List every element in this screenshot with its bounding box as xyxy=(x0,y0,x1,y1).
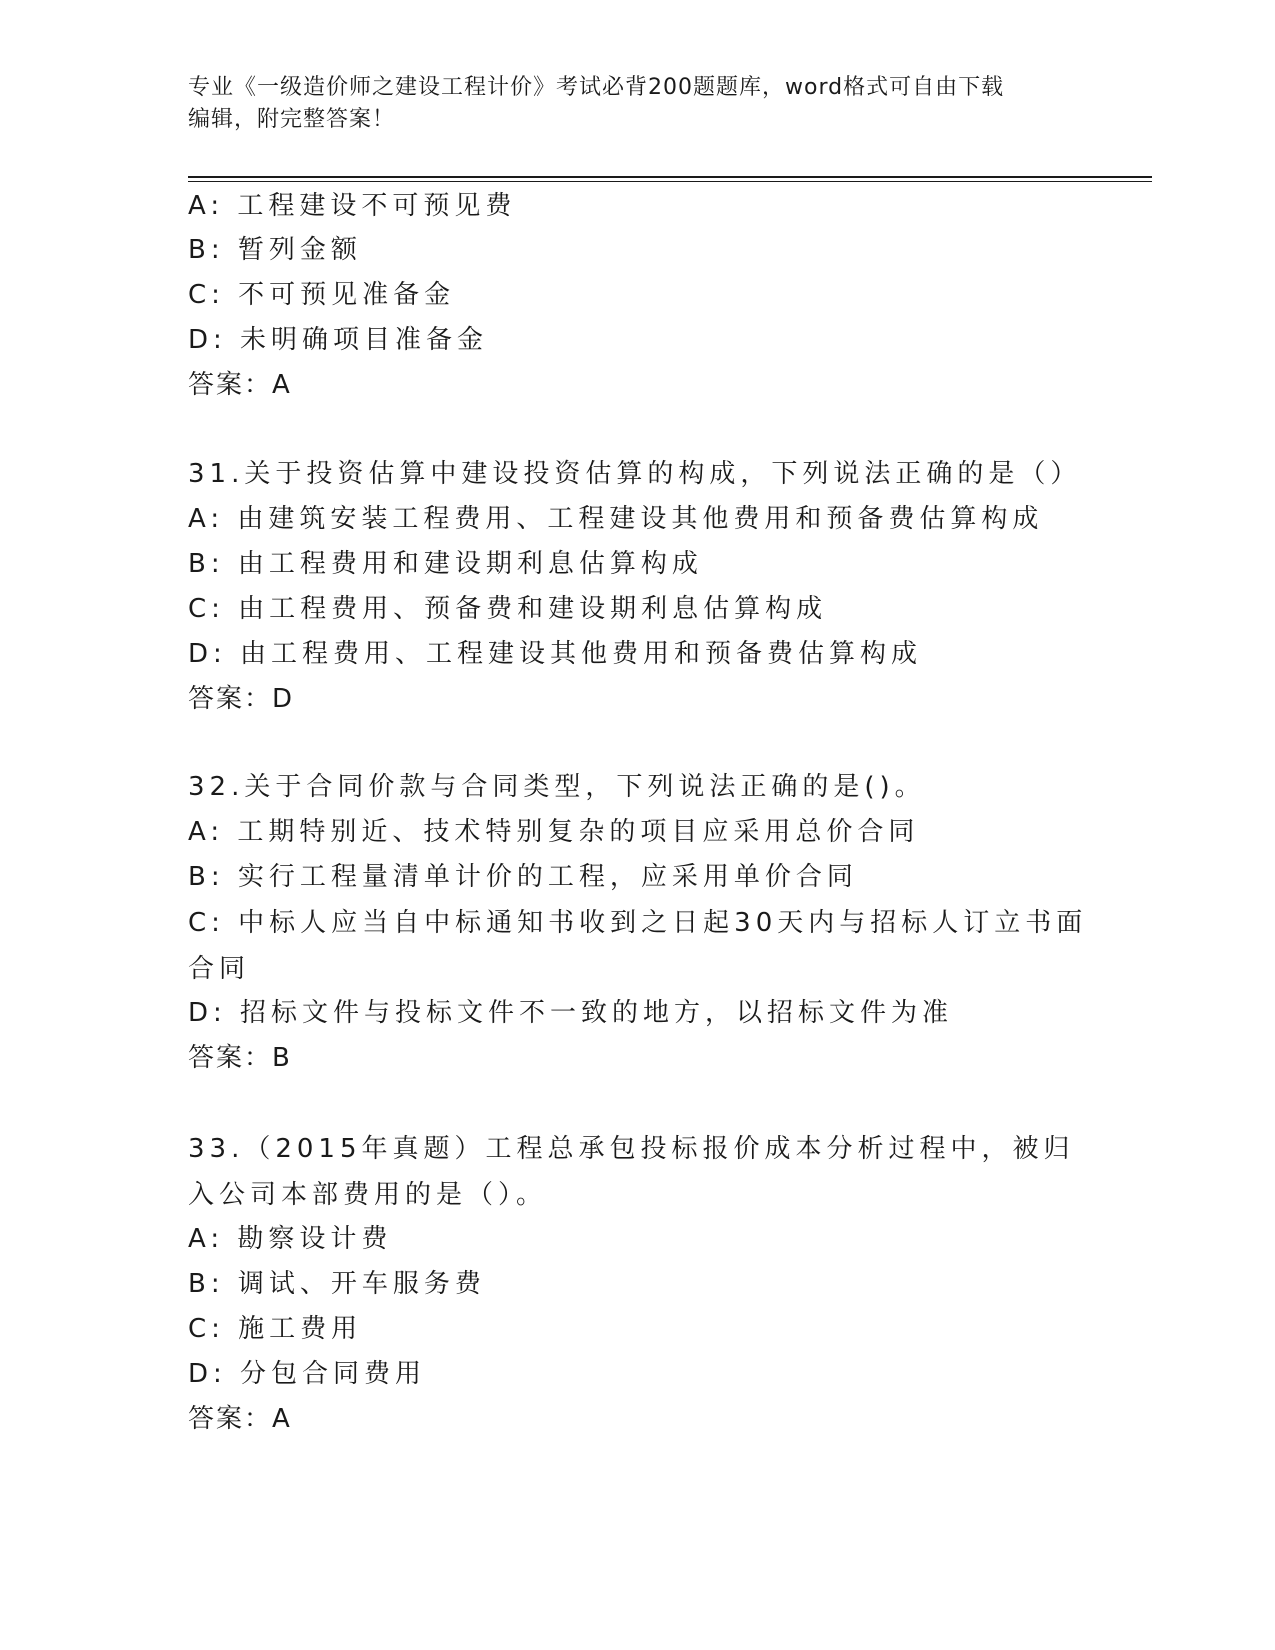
question-32: 32.关于合同价款与合同类型，下列说法正确的是()。 xyxy=(188,772,926,802)
q33-option-b: B: 调试、开车服务费 xyxy=(188,1269,486,1299)
q31-option-d: D: 由工程费用、工程建设其他费用和预备费估算构成 xyxy=(188,639,923,669)
q32-option-d: D: 招标文件与投标文件不一致的地方，以招标文件为准 xyxy=(188,998,954,1028)
q33-option-c: C: 施工费用 xyxy=(188,1314,363,1344)
header-line-2: 编辑，附完整答案！ xyxy=(188,107,396,132)
question-33: 33.（2015年真题）工程总承包投标报价成本分析过程中，被归入公司本部费用的是（）。 xyxy=(188,1134,1075,1210)
option-a: A: 工程建设不可预见费 xyxy=(188,191,517,221)
q31-option-b: B: 由工程费用和建设期利息估算构成 xyxy=(188,549,703,579)
header-line-1: 专业《一级造价师之建设工程计价》考试必背200题题库，word格式可自由下载 xyxy=(188,75,1005,100)
q33-option-d: D: 分包合同费用 xyxy=(188,1359,427,1389)
q31-answer: 答案：D xyxy=(188,684,295,714)
q33-option-a: A: 勘察设计费 xyxy=(188,1224,393,1254)
option-d: D: 未明确项目准备金 xyxy=(188,325,489,355)
option-c: C: 不可预见准备金 xyxy=(188,280,456,310)
q32-option-c: C: 中标人应当自中标通知书收到之日起30天内与招标人订立书面合同 xyxy=(188,908,1088,984)
option-b: B: 暂列金额 xyxy=(188,235,362,265)
q32-option-b: B: 实行工程量清单计价的工程，应采用单价合同 xyxy=(188,862,858,892)
q32-option-a: A: 工期特别近、技术特别复杂的项目应采用总价合同 xyxy=(188,817,920,847)
q31-option-a: A: 由建筑安装工程费用、工程建设其他费用和预备费估算构成 xyxy=(188,504,1044,534)
q31-option-c: C: 由工程费用、预备费和建设期利息估算构成 xyxy=(188,594,828,624)
question-31: 31.关于投资估算中建设投资估算的构成，下列说法正确的是（） xyxy=(188,459,1082,489)
answer: 答案：A xyxy=(188,370,292,400)
document-header xyxy=(188,72,1088,136)
q32-answer: 答案：B xyxy=(188,1043,292,1073)
header-rule-thin xyxy=(188,181,1152,182)
header-rule xyxy=(188,176,1152,178)
q33-answer: 答案：A xyxy=(188,1404,292,1434)
